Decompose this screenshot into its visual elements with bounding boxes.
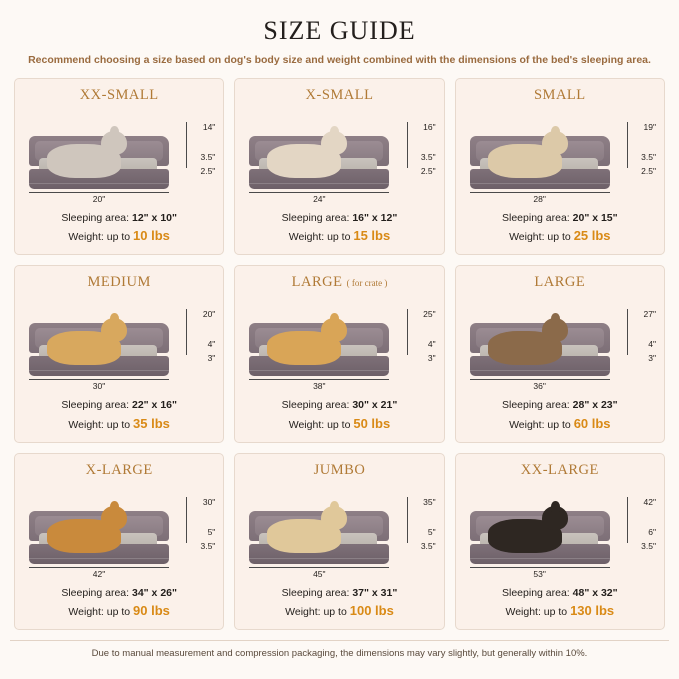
golden-retriever-illustration <box>47 519 121 553</box>
weight-label: Weight: up to <box>68 418 134 431</box>
weight-value: 25 lbs <box>573 228 611 244</box>
dim-height-side: 4" <box>648 339 656 350</box>
bed-figure <box>241 108 437 204</box>
weight-line <box>282 226 398 246</box>
dim-height-base: 3" <box>648 353 656 364</box>
dim-height-base: 2.5" <box>641 166 656 176</box>
dim-height-total: 16" <box>423 122 436 132</box>
sleeping-area-value: 34" x 26" <box>131 586 177 599</box>
size-card-title <box>292 274 388 291</box>
dim-height-side: 5" <box>427 526 436 537</box>
size-name: X-LARGE <box>85 461 153 478</box>
sleeping-area-value: 28" x 23" <box>572 399 618 412</box>
dim-height-side: 3.5" <box>641 152 656 162</box>
size-card-title <box>521 462 599 479</box>
size-name: LARGE <box>534 274 586 291</box>
sleeping-area-line <box>61 397 177 413</box>
dim-height-total: 27" <box>643 309 656 320</box>
sleeping-area-label: Sleeping area: <box>502 399 573 412</box>
sleeping-area-value: 48" x 32" <box>572 586 618 599</box>
sleeping-area-line <box>502 585 618 601</box>
bed-figure <box>462 483 658 579</box>
dim-width: 45" <box>249 567 389 579</box>
size-card <box>455 78 665 255</box>
weight-line <box>502 414 618 434</box>
weight-label: Weight: up to <box>509 418 574 431</box>
size-name: XX-SMALL <box>79 87 159 103</box>
size-name: MEDIUM <box>87 274 151 291</box>
sleeping-area-line <box>61 210 177 226</box>
size-card-title <box>314 462 366 479</box>
weight-value: 90 lbs <box>133 603 170 619</box>
bed-figure <box>21 295 217 391</box>
size-card <box>234 78 444 255</box>
weight-line <box>282 414 398 434</box>
dim-height-side: 3.5" <box>200 152 216 162</box>
size-card <box>14 453 224 630</box>
weight-line <box>61 601 177 621</box>
rottweiler-illustration <box>488 519 562 553</box>
sleeping-area-label: Sleeping area: <box>281 399 353 412</box>
weight-label: Weight: up to <box>288 418 354 431</box>
sleeping-area-value: 37" x 31" <box>352 586 398 599</box>
cat-illustration <box>47 144 121 178</box>
size-name: SMALL <box>533 87 586 103</box>
weight-line <box>282 601 398 621</box>
size-name: JUMBO <box>313 461 366 478</box>
size-card <box>455 265 665 442</box>
sleeping-area-line <box>502 397 618 413</box>
weight-value: 100 lbs <box>349 603 394 619</box>
sleeping-area-label: Sleeping area: <box>61 212 132 224</box>
sleeping-area-value: 22" x 16" <box>131 399 177 412</box>
dim-height-total: 35" <box>423 496 436 507</box>
size-name: LARGE <box>291 274 343 291</box>
sleeping-area-label: Sleeping area: <box>61 399 132 412</box>
french-bulldog-illustration <box>488 144 562 178</box>
size-note: ( for crate ) <box>346 278 388 289</box>
dim-height-total: 14" <box>202 122 216 132</box>
dim-height-side: 5" <box>207 526 216 537</box>
bed-figure <box>21 108 217 204</box>
sleeping-area-value: 12" x 10" <box>131 212 177 224</box>
dim-height-total: 19" <box>643 122 656 132</box>
size-specs <box>61 397 177 433</box>
bulldog-illustration <box>267 144 341 178</box>
weight-value: 130 lbs <box>570 603 615 619</box>
shiba-illustration <box>267 331 341 365</box>
dim-height-base: 3.5" <box>420 540 436 551</box>
weight-value: 10 lbs <box>133 228 170 244</box>
size-specs <box>61 585 177 621</box>
dim-height-base: 3.5" <box>641 540 656 551</box>
bed-figure <box>241 483 437 579</box>
size-card <box>234 453 444 630</box>
dim-height-side: 6" <box>648 526 656 537</box>
size-card <box>14 78 224 255</box>
dim-width: 53" <box>470 567 610 579</box>
sleeping-area-line <box>61 585 177 601</box>
sleeping-area-label: Sleeping area: <box>502 586 573 599</box>
sleeping-area-value: 30" x 21" <box>352 399 398 412</box>
dim-width: 28" <box>470 192 610 204</box>
size-name: XX-LARGE <box>520 461 599 478</box>
dim-width: 20" <box>29 192 169 204</box>
sleeping-area-label: Sleeping area: <box>61 586 132 599</box>
dim-height-total: 42" <box>643 496 656 507</box>
corgi-illustration <box>47 331 121 365</box>
sleeping-area-value: 20" x 15" <box>572 212 618 224</box>
weight-label: Weight: up to <box>288 231 354 244</box>
bed-figure <box>241 295 437 391</box>
sleeping-area-line <box>282 585 398 601</box>
dim-height-base: 2.5" <box>200 166 216 176</box>
sleeping-area-line <box>282 397 398 413</box>
weight-value: 50 lbs <box>353 415 391 431</box>
dim-height-total: 30" <box>202 496 216 507</box>
dim-height-total: 20" <box>202 309 216 320</box>
page-subtitle: Recommend choosing a size based on dog's body size and weight combined with the dimensions of the bed's sleeping area. <box>28 54 651 66</box>
sleeping-area-line <box>282 210 398 226</box>
sleeping-area-label: Sleeping area: <box>281 212 353 224</box>
size-card <box>455 453 665 630</box>
page-title: SIZE GUIDE <box>263 16 416 45</box>
weight-value: 35 lbs <box>133 415 170 431</box>
size-specs <box>61 210 177 246</box>
sleeping-area-label: Sleeping area: <box>281 586 353 599</box>
weight-line <box>61 226 177 246</box>
sleeping-area-label: Sleeping area: <box>502 212 573 224</box>
weight-label: Weight: up to <box>505 606 571 619</box>
weight-value: 60 lbs <box>573 415 611 431</box>
size-card-title <box>534 274 585 291</box>
size-card-grid <box>10 78 669 630</box>
size-specs <box>502 210 618 246</box>
size-card <box>14 265 224 442</box>
size-name: X-SMALL <box>305 87 374 103</box>
labrador-illustration <box>267 519 341 553</box>
dim-height-base: 3.5" <box>200 540 216 551</box>
dim-height-side: 4" <box>427 339 436 350</box>
weight-label: Weight: up to <box>68 606 134 619</box>
dim-height-base: 3" <box>427 353 436 364</box>
dim-height-base: 3" <box>207 353 216 364</box>
dim-width: 38" <box>249 379 389 391</box>
bed-figure <box>21 483 217 579</box>
size-specs <box>502 585 618 621</box>
size-card-title <box>80 87 159 104</box>
weight-label: Weight: up to <box>509 231 574 244</box>
size-specs <box>282 585 398 621</box>
weight-value: 15 lbs <box>353 228 391 244</box>
footer-note: Due to manual measurement and compression packaging, the dimensions may vary slightly, but generally within 10%. <box>10 640 669 659</box>
size-specs <box>282 210 398 246</box>
weight-line <box>502 601 618 621</box>
size-card-title <box>306 87 374 104</box>
weight-line <box>502 226 618 246</box>
size-card-title <box>87 274 150 291</box>
dim-width: 30" <box>29 379 169 391</box>
dim-width: 42" <box>29 567 169 579</box>
size-specs <box>502 397 618 433</box>
weight-label: Weight: up to <box>68 231 134 244</box>
sleeping-area-line <box>502 210 618 226</box>
dim-width: 36" <box>470 379 610 391</box>
sleeping-area-value: 16" x 12" <box>352 212 398 224</box>
dim-width: 24" <box>249 192 389 204</box>
size-specs <box>282 397 398 433</box>
size-card <box>234 265 444 442</box>
border-collie-illustration <box>488 331 562 365</box>
dim-height-side: 3.5" <box>420 152 436 162</box>
bed-figure <box>462 108 658 204</box>
dim-height-side: 4" <box>207 339 216 350</box>
weight-line <box>61 414 177 434</box>
bed-figure <box>462 295 658 391</box>
dim-height-total: 25" <box>423 309 436 320</box>
size-card-title <box>86 462 153 479</box>
size-card-title <box>534 87 586 104</box>
weight-label: Weight: up to <box>285 606 350 619</box>
dim-height-base: 2.5" <box>420 166 436 176</box>
